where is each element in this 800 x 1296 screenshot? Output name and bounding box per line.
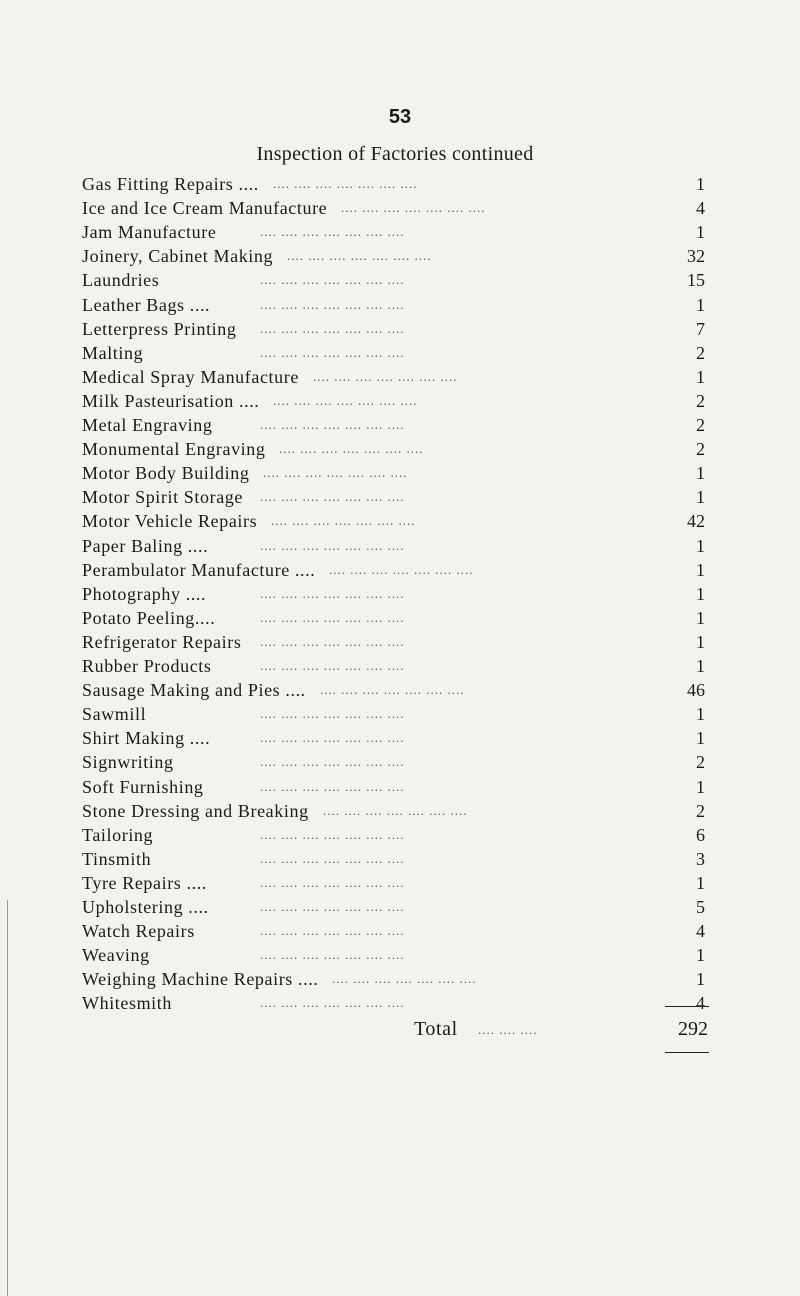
table-row [0,365,800,389]
row-leader: .... .... .... .... .... .... .... [260,923,405,939]
table-row [0,389,800,413]
row-leader: .... .... .... .... .... .... .... [263,465,408,481]
table-row [0,654,800,678]
row-count: 1 [696,174,705,194]
table-row [0,341,800,365]
row-leader: .... .... .... .... .... .... .... [273,392,418,408]
table-row [0,606,800,630]
row-label: Malting [82,342,144,363]
row-label: Shirt Making .... [82,728,211,749]
row-leader: .... .... .... .... .... .... .... [279,441,424,457]
row-leader: .... .... .... .... .... .... .... [260,633,405,649]
row-label: Sausage Making and Pies .... [82,680,306,701]
row-count: 1 [696,872,705,893]
row-count: 6 [696,824,705,845]
row-label: Perambulator Manufacture .... [82,559,316,580]
row-label: Signwriting [82,752,174,773]
row-label: Refrigerator Repairs [82,631,242,652]
table-row [0,799,800,823]
row-count: 1 [696,728,705,749]
row-count: 1 [696,583,705,604]
row-label: Monumental Engraving [82,439,266,460]
row-label: Jam Manufacture [82,222,217,243]
row-leader: .... .... .... .... .... .... .... [260,947,405,963]
row-count: 15 [687,270,705,291]
row-label: Metal Engraving [82,415,213,435]
row-count: 42 [687,511,705,532]
row-label: Letterpress Printing [82,318,237,339]
row-leader: .... .... .... .... .... .... .... [260,850,405,866]
row-label: Motor Vehicle Repairs [82,511,258,532]
table-row [0,750,800,774]
table-row [0,630,800,654]
row-count: 2 [696,415,705,435]
table-row [0,895,800,919]
table-row [0,823,800,847]
row-leader: .... .... .... .... .... .... .... [260,609,405,625]
row-leader: .... .... .... .... .... .... .... [260,778,405,794]
table-row [0,268,800,292]
table-row [0,437,800,461]
row-count: 5 [696,897,705,917]
row-count: 1 [696,969,705,990]
row-label: Rubber Products [82,656,212,676]
row-leader: .... .... .... .... .... .... .... [271,513,416,529]
row-count: 1 [696,463,705,484]
row-count: 4 [696,198,705,219]
row-count: 32 [687,246,705,267]
table-row [0,172,800,196]
row-label: Photography .... [82,583,207,604]
row-leader: .... .... .... .... .... .... .... [260,585,405,601]
table-row [0,991,800,1015]
row-count: 1 [696,366,705,387]
row-count: 1 [696,222,705,243]
row-leader: .... .... .... .... .... .... .... [260,874,405,890]
row-count: 1 [696,487,705,508]
page-heading: Inspection of Factories continued [256,143,534,165]
table-row [0,244,800,268]
table-row [0,461,800,485]
row-label: Weaving [82,945,150,966]
row-label: Paper Baling .... [82,535,209,556]
table-row [0,509,800,533]
row-leader: .... .... .... .... .... .... .... [260,826,405,842]
row-leader: .... .... .... .... .... .... .... [260,272,405,288]
table-row [0,220,800,244]
row-leader: .... .... .... .... .... .... .... [260,899,405,914]
row-leader: .... .... .... .... .... .... .... [260,754,405,770]
table-row [0,534,800,558]
row-count: 2 [696,800,705,821]
row-count: 4 [696,921,705,942]
row-count: 1 [696,559,705,580]
row-label: Motor Spirit Storage [82,487,243,508]
table-row [0,582,800,606]
row-label: Watch Repairs [82,921,195,942]
row-label: Weighing Machine Repairs .... [82,969,319,990]
total-leader: .... .... .... [478,1022,538,1037]
row-label: Medical Spray Manufacture [82,366,299,387]
row-label: Motor Body Building [82,463,250,484]
row-leader: .... .... .... .... .... .... .... [313,368,458,384]
row-label: Whitesmith [82,993,172,1014]
page-number: 53 [388,106,412,128]
row-leader: .... .... .... .... .... .... .... [260,730,405,746]
row-leader: .... .... .... .... .... .... .... [260,296,405,312]
row-count: 46 [687,680,705,701]
row-leader: .... .... .... .... .... .... .... [260,537,405,553]
total-rule-bottom [665,1052,709,1053]
row-count: 3 [696,848,705,869]
row-leader: .... .... .... .... .... .... .... [260,706,405,722]
row-leader: .... .... .... .... .... .... .... [323,802,468,818]
table-row [0,775,800,799]
row-label: Sawmill [82,704,147,725]
table-row [0,293,800,317]
row-count: 1 [696,656,705,676]
row-leader: .... .... .... .... .... .... .... [260,344,405,360]
table-row [0,196,800,220]
row-leader: .... .... .... .... .... .... .... [287,248,432,264]
row-label: Laundries [82,270,160,291]
row-count: 1 [696,607,705,628]
row-leader: .... .... .... .... .... .... .... [273,176,418,191]
row-label: Tailoring [82,824,154,845]
total-label: Total [414,1018,458,1040]
margin-line [7,900,8,1296]
row-label: Joinery, Cabinet Making [82,246,274,267]
row-leader: .... .... .... .... .... .... .... [260,489,405,505]
row-count: 1 [696,535,705,556]
row-count: 2 [696,439,705,460]
row-leader: .... .... .... .... .... .... .... [260,658,405,673]
table-row [0,726,800,750]
row-label: Tyre Repairs .... [82,872,207,893]
row-label: Tinsmith [82,848,152,869]
table-row [0,678,800,702]
table-row [0,413,800,437]
row-count: 2 [696,390,705,411]
row-leader: .... .... .... .... .... .... .... [260,224,405,240]
row-count: 1 [696,776,705,797]
total-value: 292 [678,1018,708,1040]
total-rule-top [665,1006,709,1007]
row-leader: .... .... .... .... .... .... .... [341,200,486,216]
row-label: Leather Bags .... [82,294,211,315]
table-row [0,943,800,967]
row-count: 1 [696,945,705,966]
row-leader: .... .... .... .... .... .... .... [320,682,465,698]
row-leader: .... .... .... .... .... .... .... [260,320,405,336]
row-label: Stone Dressing and Breaking [82,800,309,821]
table-row [0,317,800,341]
row-label: Gas Fitting Repairs .... [82,174,259,194]
table-row [0,558,800,582]
row-label: Soft Furnishing [82,776,204,797]
row-count: 1 [696,294,705,315]
table-row [0,485,800,509]
table-row [0,847,800,871]
row-label: Ice and Ice Cream Manufacture [82,198,328,219]
table-row [0,967,800,991]
row-count: 4 [696,993,705,1014]
row-count: 1 [696,704,705,725]
table-row [0,919,800,943]
row-count: 7 [696,318,705,339]
row-leader: .... .... .... .... .... .... .... [260,417,405,432]
row-leader: .... .... .... .... .... .... .... [260,995,405,1011]
table-row [0,871,800,895]
row-count: 1 [696,631,705,652]
row-leader: .... .... .... .... .... .... .... [329,561,474,577]
row-label: Upholstering .... [82,897,209,917]
table-row [0,702,800,726]
row-leader: .... .... .... .... .... .... .... [332,971,477,987]
row-label: Milk Pasteurisation .... [82,390,260,411]
row-count: 2 [696,342,705,363]
row-label: Potato Peeling.... [82,607,216,628]
row-count: 2 [696,752,705,773]
